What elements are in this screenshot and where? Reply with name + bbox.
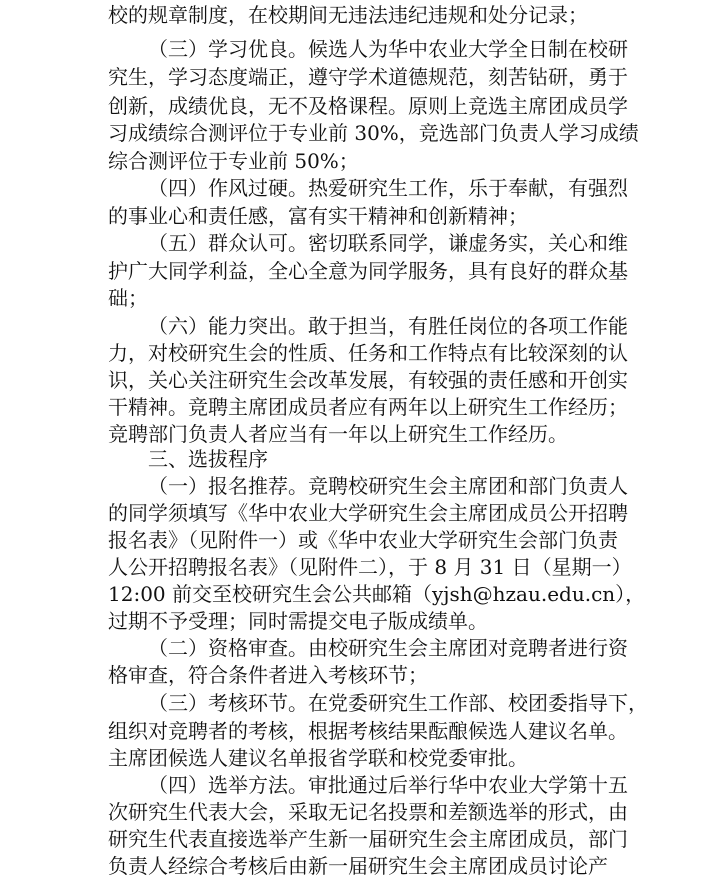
text-line-14: 识，关心关注研究生会改革发展，有较强的责任感和开创实 [108,368,628,392]
text-line-24: （二）资格审查。由校研究生会主席团对竞聘者进行资 [148,636,628,660]
text-line-12: （六）能力突出。敢于担当，有胜任岗位的各项工作能 [148,314,628,338]
text-line-21: 人公开招聘报名表》（见附件二），于 8 月 31 日（星期一） [108,555,632,579]
text-line-11: 础； [108,286,148,310]
text-line-8: 的事业心和责任感，富有实干精神和创新精神； [108,204,528,228]
text-line-28: 主席团候选人建议名单报省学联和校党委审批。 [108,746,528,770]
text-line-26: （三）考核环节。在党委研究生工作部、校团委指导下， [148,691,648,715]
text-line-2: （三）学习优良。候选人为华中农业大学全日制在校研 [148,37,628,61]
text-line-32: 负责人经综合考核后由新一届研究生会主席团成员讨论产 [108,854,608,878]
text-line-16: 竞聘部门负责人者应当有一年以上研究生工作经历。 [108,422,568,446]
text-line-7: （四）作风过硬。热爱研究生工作，乐于奉献，有强烈 [148,176,628,200]
text-line-27: 组织对竞聘者的考核，根据考核结果酝酿候选人建议名单。 [108,719,628,743]
text-line-10: 护广大同学利益，全心全意为同学服务，具有良好的群众基 [108,259,628,283]
text-line-9: （五）群众认可。密切联系同学，谦虚务实，关心和维 [148,231,628,255]
text-line-5: 习成绩综合测评位于专业前 30%，竞选部门负责人学习成绩 [108,121,639,145]
text-line-6: 综合测评位于专业前 50%； [108,149,359,173]
text-line-25: 格审查，符合条件者进入考核环节； [108,663,428,687]
text-line-31: 研究生代表直接选举产生新一届研究生会主席团成员，部门 [108,827,628,851]
text-line-4: 创新，成绩优良，无不及格课程。原则上竞选主席团成员学 [108,94,628,118]
text-line-1: 校的规章制度，在校期间无违法违纪违规和处分记录； [108,3,588,27]
text-line-20: 报名表》（见附件一）或《华中农业大学研究生会部门负责 [108,528,618,552]
text-line-30: 次研究生代表大会，采取无记名投票和差额选举的形式，由 [108,800,628,824]
text-line-19: 的同学须填写《华中农业大学研究生会主席团成员公开招聘 [108,501,628,525]
text-line-29: （四）选举方法。审批通过后举行华中农业大学第十五 [148,773,628,797]
text-line-3: 究生，学习态度端正，遵守学术道德规范，刻苦钻研，勇于 [108,65,628,89]
text-line-23: 过期不予受理；同时需提交电子版成绩单。 [108,609,488,633]
text-line-13: 力，对校研究生会的性质、任务和工作特点有比较深刻的认 [108,341,628,365]
text-line-22: 12:00 前交至校研究生会公共邮箱（yjsh@hzau.edu.cn）， [108,582,646,606]
text-line-18: （一）报名推荐。竞聘校研究生会主席团和部门负责人 [148,474,628,498]
section-heading: 三、选拔程序 [148,447,268,471]
text-line-15: 干精神。竞聘主席团成员者应有两年以上研究生工作经历； [108,395,628,419]
